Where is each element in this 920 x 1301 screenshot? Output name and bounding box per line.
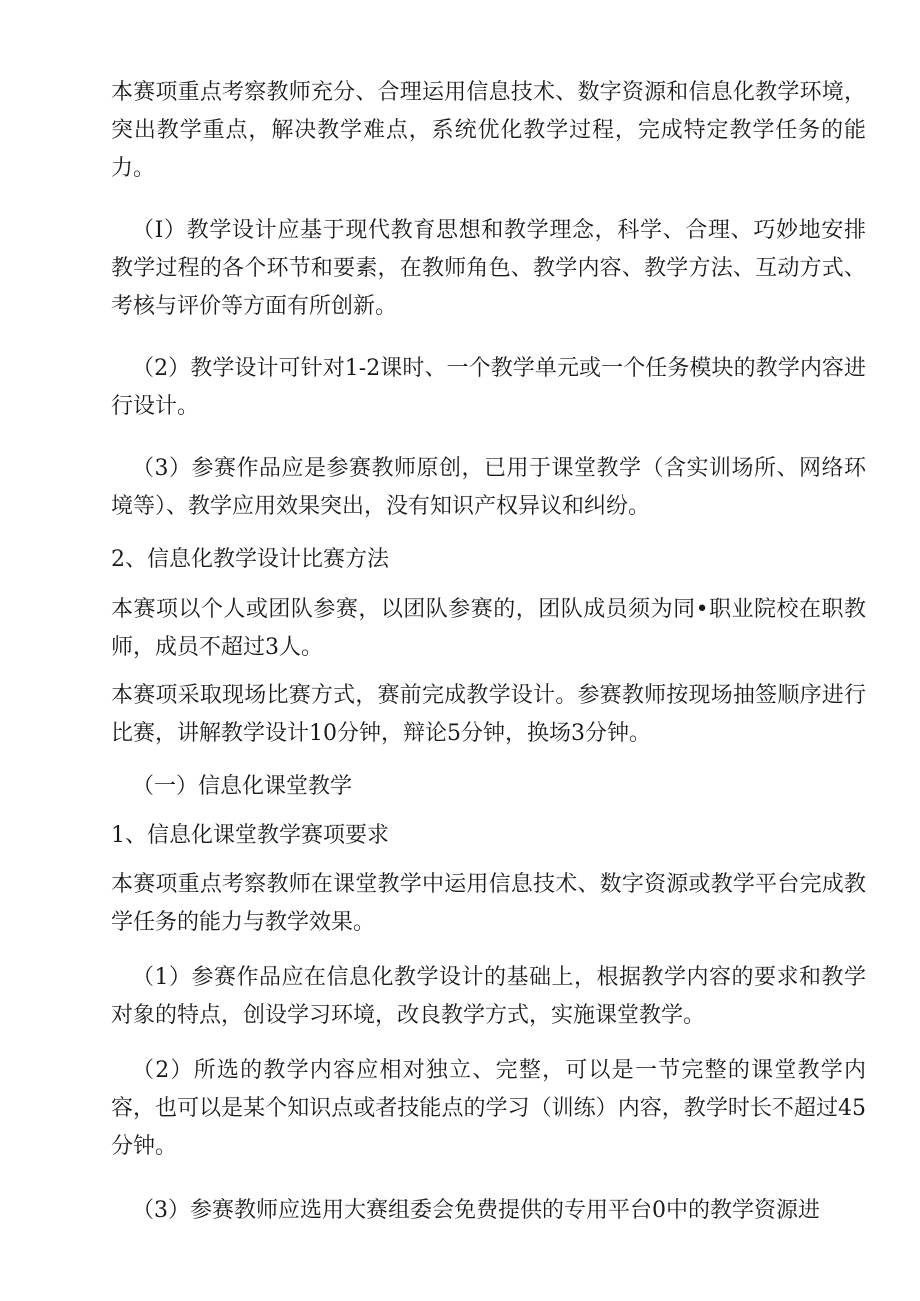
section-heading-requirements: 1、信息化课堂教学赛项要求	[111, 823, 389, 848]
paragraph-format: 本赛项采取现场比赛方式，赛前完成教学设计。参赛教师按现场抽签顺序进行比赛，讲解教学设计10分钟，辩论5分钟，换场3分钟。	[111, 683, 866, 746]
paragraph-item-1: （I）教学设计应基于现代教育思想和教学理念，科学、合理、巧妙地安排教学过程的各个环节和要素，在教师角色、教学内容、教学方法、互动方式、考核与评价等方面有所创新。	[111, 218, 866, 319]
paragraph-classroom-item-2: （2）所选的教学内容应相对独立、完整，可以是一节完整的课堂教学内容，也可以是某个知识点或者技能点的学习（训练）内容，教学时长不超过45分钟。	[111, 1058, 866, 1159]
paragraph-classroom-item-3: （3）参赛教师应选用大赛组委会免费提供的专用平台0中的教学资源进	[132, 1198, 820, 1223]
paragraph-classroom-item-1: （1）参赛作品应在信息化教学设计的基础上，根据教学内容的要求和教学对象的特点，创设学习环境，改良教学方式，实施课堂教学。	[111, 965, 866, 1028]
paragraph-intro: 本赛项重点考察教师充分、合理运用信息技术、数字资源和信息化教学环境，突出教学重点，解决教学难点，系统优化教学过程，完成特定教学任务的能力。	[111, 80, 866, 181]
paragraph-team: 本赛项以个人或团队参赛，以团队参赛的，团队成员须为同•职业院校在职教师，成员不超过3人。	[111, 597, 866, 660]
section-heading-method: 2、信息化教学设计比赛方法	[111, 547, 389, 572]
paragraph-classroom-intro: 本赛项重点考察教师在课堂教学中运用信息技术、数字资源或教学平台完成教学任务的能力与教学效果。	[111, 872, 866, 935]
paragraph-item-3: （3）参赛作品应是参赛教师原创，已用于课堂教学（含实训场所、网络环境等）、教学应用效果突出，没有知识产权异议和纠纷。	[111, 456, 866, 519]
section-heading-classroom: （一）信息化课堂教学	[132, 774, 353, 799]
paragraph-item-2: （2）教学设计可针对1-2课时、一个教学单元或一个任务模块的教学内容进行设计。	[111, 356, 866, 419]
